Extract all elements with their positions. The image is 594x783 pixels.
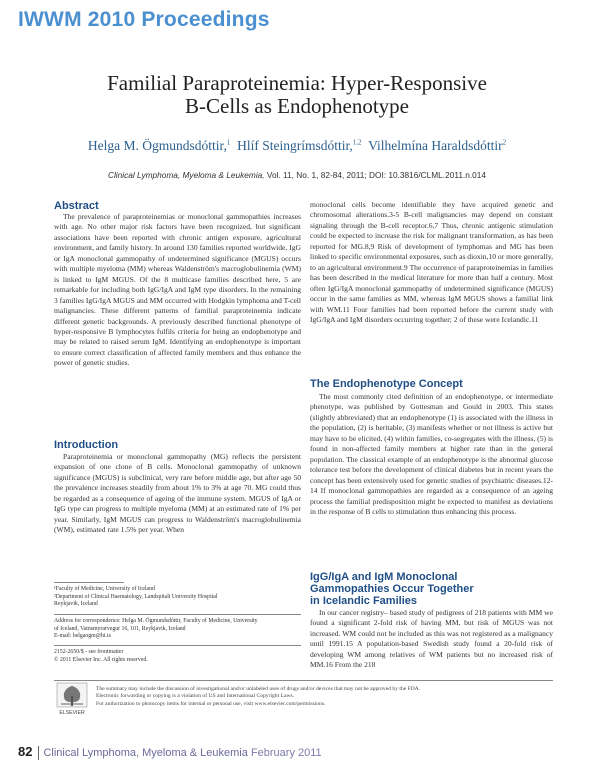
- endophenotype-section: [310, 378, 553, 517]
- introduction-text: Paraproteinemia or monoclonal gammopathy (MG) reflects the persistent expansion of one clone of B cells. Monoclonal gammopathy of unknown significance (MGUS) is subclinical, very rare before middle age, but after age 50 the prevalence increases steadily from about 1% to 3% at age 70. MG could thus be regarded as a consequence of ageing of the immune system. MGUS of IgA or IgG type can progress to multiple myeloma (MM) at an estimated rate of 1% per year. Similarly, IgM MGUS can progress to Waldenström's macroglobulinemia (WM), estimated rate 1.5% per year. When: [54, 452, 301, 535]
- abstract-text: The prevalence of paraproteinemias or monoclonal gammopathies increases with age. No other major risk factors have been recognized, but significant associations have been reported with chronic antigen exposure, agricultural environment, and family history. In around 130 families reported worldwide, IgG or IgA monoclonal gammopathy of undetermined significance (MGUS) occurs with multiple myeloma (MM) whereas Waldenström's macroglobulinemia (WM) is linked to IgM MGUS. Of the 8 multicase families described here, 5 are remarkable for including both IgG/IgA and IgM type disorders. In the remaining 3 families IgG/IgA MGUS and MM occurred with Hodgkin lymphoma and T-cell malignancies. These different patterns of familial paraproteinemia indicate different genetic backgrounds. A previously described functional phenotype of hyper-responsive B lymphocytes fulfils criteria for being an endophenotype and may be related to raised serum IgM. Identifying an endophenotype is important to ensure correct classification of affected family members and thus enhance the power of genetic studies.: [54, 212, 301, 368]
- notice-line-3: For authorization to photocopy items for internal or personal use, visit www.elsevier.com/permissions.: [96, 700, 326, 707]
- proceedings-header: IWWM 2010 Proceedings: [18, 8, 270, 31]
- abstract-section: [54, 200, 301, 369]
- copyright-line: © 2011 Elsevier Inc. All rights reserved.: [54, 656, 148, 663]
- notice-line-1: The summary may include the discussion of investigational and/or unlabeled uses of drugs and/or devices that may not be approved by the FDA.: [96, 686, 421, 692]
- affiliation-2: ²Department of Clinical Haematology, Landspitali University Hospital: [54, 593, 218, 600]
- author-list: [40, 138, 554, 154]
- affiliation-1: ¹Faculty of Medicine, University of Iceland: [54, 586, 155, 592]
- iggiga-text: In our cancer registry– based study of pedigrees of 218 patients with MM we found a significant 2-fold risk of having MM, but risk of MGUS was not increased. WM could not be included as this was not registered as a malignancy until 1991.15 A population-based Swedish study found a 20-fold risk of developing WM among relatives of WM patients but no increased risk of MM.16 From the 218: [310, 608, 553, 670]
- author-3: Vilhelmína Haraldsdóttir$^2$: [368, 138, 507, 153]
- copyright-block: [54, 649, 301, 664]
- affiliations: [54, 586, 301, 609]
- right-paragraph-1: monoclonal cells become identifiable they have acquired genetic and chromosomal alterations.3-5 B-cell malignancies may depend on constant signaling through the B-cell receptor.6,7 Thus, chronic antigenic stimulation could be expected to increase the risk for malignant transformation, as has been reported for MG.8,9 Risk of development of lymphomas and MG has been linked to specific environmental exposures, such as dioxin,10 or more generally, to an agricultural environment.9 The occurrence of paraproteinemias in families has been described in the medical literature for more than half a century. Most often IgG/IgA monoclonal gammopathy of undetermined significance (MGUS) occur in the same families as MM, whereas IgM MGUS shows a familial link with WM.11 Four families had been reported before the current study with IgG/IgA and IgM disorders occurring together; 2 of these were Icelandic.11: [310, 200, 553, 324]
- notice-line-2: Electronic forwarding or copying is a violation of US and International Copyright Laws.: [96, 693, 295, 700]
- notice-divider: [54, 680, 553, 681]
- logo-wordmark: ELSEVIER: [59, 710, 85, 716]
- page-number: 82: [18, 744, 33, 759]
- correspondence-line-1: Address for correspondence: Helga M. Ögmundsdóttir, Faculty of Medicine, University: [54, 618, 258, 624]
- footer-date: February 2011: [250, 747, 322, 759]
- title-line-1: Familial Paraproteinemia: Hyper-Responsive: [107, 71, 487, 95]
- correspondence-divider: [54, 645, 301, 646]
- author-2: Hlíf Steingrímsdóttir,$^{1,2}$: [237, 138, 362, 153]
- introduction-section: [54, 439, 301, 536]
- footnote-divider: [54, 582, 124, 583]
- elsevier-logo-icon: [56, 682, 88, 716]
- citation-journal: Clinical Lymphoma, Myeloma & Leukemia,: [107, 170, 265, 180]
- iggiga-section: [310, 571, 553, 671]
- right-intro-continued: [310, 200, 553, 325]
- endophenotype-text: The most commonly cited definition of an endophenotype, or intermediate phenotype, was published by Gottesman and Gould in 2003. This states (slightly abbreviated) that an endophenotype (1) is associated with the illness in the population, (2) is heritable, (3) manifests whether or not illness is active but may have to be elicited, (4) within families, co-segregates with the illness, (5) is found in non-affected family members at higher rate than in the general population. The classical example of an endophenotype is the abnormal glucose tolerance test before the development of clinical diabetes but in recent years the concept has been extensively used for genetic studies of psychiatric diseases.12-14 If monoclonal gammopathies are regarded as a consequence of an ageing process the familial predisposition might be expected to manifest as deviations in the response of B cells to stimulation thus enhancing this process.: [310, 392, 553, 516]
- correspondence-email[interactable]: E-mail: helgaogm@hi.is: [54, 633, 111, 640]
- iggiga-heading-2: Gammopathies Occur Together: [310, 583, 474, 595]
- page-footer: [18, 744, 322, 760]
- citation-line: [40, 170, 554, 180]
- citation-details: Vol. 11, No. 1, 82-84, 2011; DOI: 10.3816/CLML.2011.n.014: [264, 170, 487, 180]
- endophenotype-heading: The Endophenotype Concept: [310, 378, 463, 390]
- footer-journal: Clinical Lymphoma, Myeloma & Leukemia: [43, 747, 248, 759]
- introduction-heading: Introduction: [54, 439, 119, 451]
- iggiga-heading-1: IgG/IgA and IgM Monoclonal: [310, 571, 458, 583]
- title-line-2: B-Cells as Endophenotype: [185, 94, 409, 118]
- iggiga-heading-3: in Icelandic Families: [310, 595, 417, 607]
- issn-line: 2152-2650/$ - see frontmatter: [54, 649, 124, 655]
- footer-separator: [38, 746, 39, 760]
- author-1: Helga M. Ögmundsdóttir,$^1$: [87, 138, 231, 153]
- correspondence: [54, 618, 301, 641]
- correspondence-line-2: of Iceland, Vatnsmyrarvegur 16, 101, Reykjavik, Iceland: [54, 625, 186, 632]
- affiliation-city: Reykjavik, Iceland: [54, 601, 98, 608]
- article-title: [40, 72, 554, 118]
- abstract-heading: Abstract: [54, 200, 99, 212]
- copyright-notice: [96, 686, 546, 708]
- affiliation-divider: [54, 614, 301, 615]
